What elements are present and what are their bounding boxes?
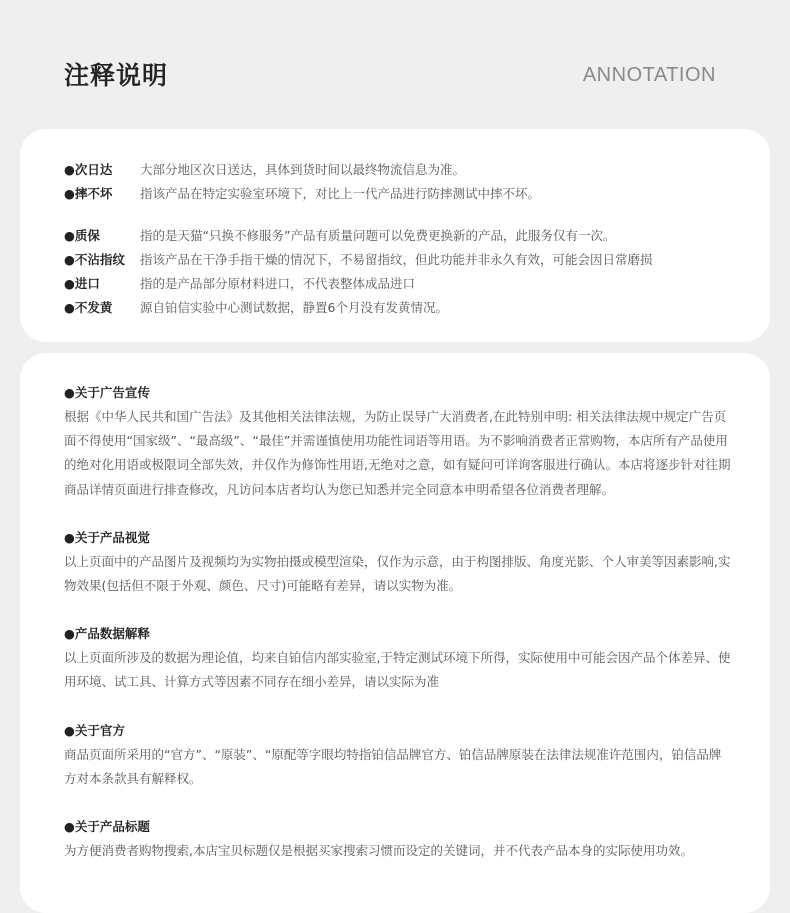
note-section <box>64 526 732 598</box>
spec-value: 指该产品在干净手指干燥的情况下，不易留指纹，但此功能并非永久有效，可能会因日常磨损 <box>140 252 653 267</box>
note-title: ●关于广告宣传 <box>64 385 150 400</box>
spec-value: 指的是天猫“只换不修服务”产品有质量问题可以免费更换新的产品，此服务仅有一次。 <box>140 228 616 243</box>
spec-key: ●不发黄 <box>64 300 113 315</box>
note-title: ●产品数据解释 <box>64 626 150 642</box>
spec-value: 指的是产品部分原材料进口，不代表整体成品进口 <box>140 276 416 291</box>
note-body: 为方便消费者购物搜索,本店宝贝标题仅是根据买家搜索习惯而设定的关键词，并不代表产品本身的实际使用功效。 <box>64 843 693 859</box>
spec-key: ●不沾指纹 <box>64 252 125 267</box>
spec-key: ●进口 <box>64 276 100 291</box>
note-body: 以上页面所涉及的数据为理论值，均来自铂信内部实验室,于特定测试环境下所得，实际使用中可能会因产品个体差异、使用环境、试工具、计算方式等因素不同存在细小差异，请以实际为准 <box>64 650 731 690</box>
note-body: 以上页面中的产品图片及视频均为实物拍摄或模型渲染，仅作为示意，由于构图排版、角度光影、个人审美等因素影响,实物效果(包括但不限于外观、颜色、尺寸)可能略有差异，请以实物为准。 <box>64 553 731 594</box>
spec-value: 指该产品在特定实验室环境下，对比上一代产品进行防摔测试中摔不坏。 <box>140 186 541 201</box>
note-title: ●关于官方 <box>64 722 125 738</box>
notes-card <box>20 353 770 913</box>
note-section <box>64 381 732 502</box>
spec-row <box>64 295 770 319</box>
spec-row <box>64 181 770 205</box>
page-header <box>0 0 790 130</box>
spec-key: ●质保 <box>64 228 100 243</box>
spec-value: 大部分地区次日送达，具体到货时间以最终物流信息为准。 <box>140 162 466 177</box>
spec-row <box>64 223 770 247</box>
page-subtitle: ANNOTATION <box>582 64 716 86</box>
spec-row <box>64 247 770 271</box>
page-title: 注释说明 <box>64 61 169 90</box>
note-body: 商品页面所采用的“官方”、“原装”、“原配等字眼均特指铂信品牌官方、铂信品牌原装在法律法规准许范围内，铂信品牌方对本条款具有解释权。 <box>64 746 722 786</box>
note-section <box>64 622 732 694</box>
spec-row <box>64 157 770 181</box>
note-title: ●关于产品标题 <box>64 819 150 835</box>
spec-row <box>64 271 770 295</box>
spec-key: ●摔不坏 <box>64 186 113 201</box>
spec-card <box>20 129 770 342</box>
note-section <box>64 719 732 791</box>
spec-value: 源自铂信实验中心测试数据，静置6个月没有发黄情况。 <box>140 300 448 315</box>
note-section <box>64 815 732 863</box>
note-title: ●关于产品视觉 <box>64 529 150 545</box>
spec-key: ●次日达 <box>64 162 113 177</box>
note-body: 根据《中华人民共和国广告法》及其他相关法律法规，为防止误导广大消费者,在此特别申明: 相关法律法规中规定广告页面不得使用“国家级”、“最高级”、“最佳”并需谨慎使用功能性词语等用语。为不影响消费者正常购物，本店所有产品使用的绝对化用语或极限词全部失效，并仅作为修饰性用语,无绝对之意，如有疑问可详询客服进行确认。本店将逐步针对往期商品详情页面进行排查修改，凡访问本店者均认为您已知悉并完全同意本申明希望各位消费者理解。 <box>64 409 731 497</box>
